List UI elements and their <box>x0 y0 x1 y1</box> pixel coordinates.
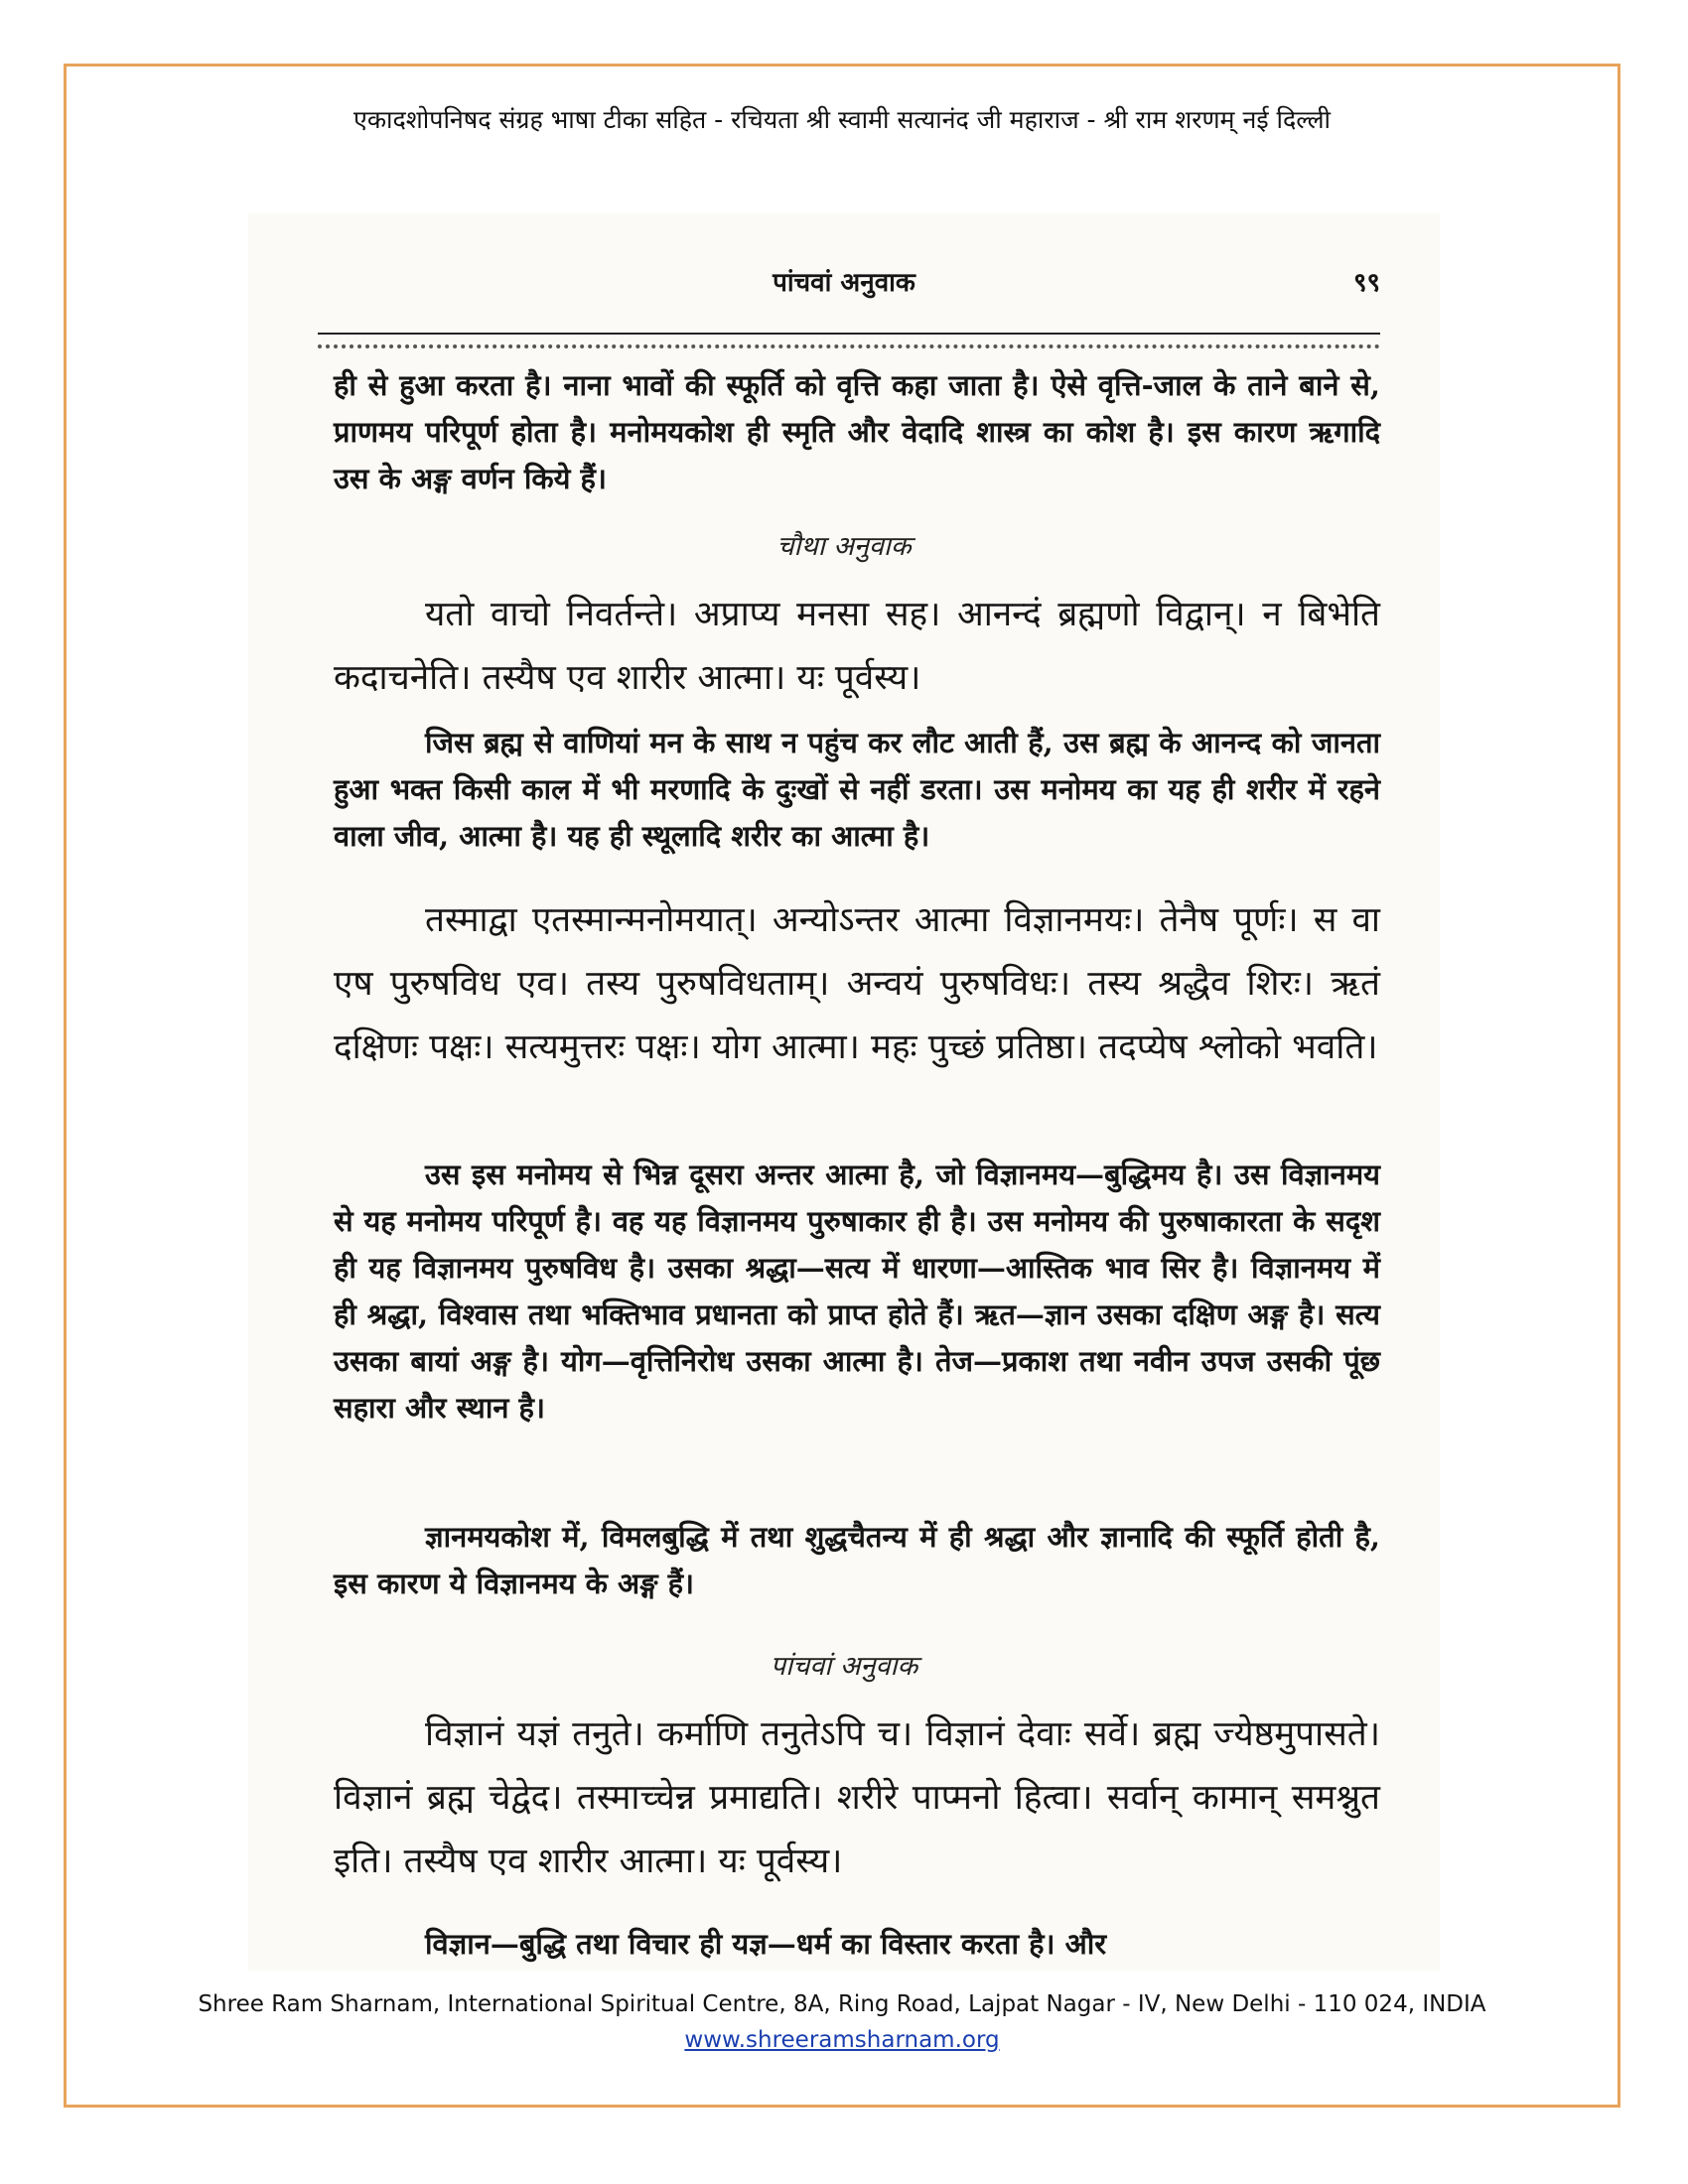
heading-fifth-anuvak: पांचवां अनुवाक <box>770 1651 918 1682</box>
pdf-footer-link-wrap <box>64 2024 1620 2056</box>
paragraph-jnanamaya: ज्ञानमयकोश में, विमलबुद्धि में तथा शुद्धचैतन्य में ही श्रद्धा और ज्ञानादि की स्फूर्ति होती है, इस कारण ये विज्ञानमय के अङ्ग हैं। <box>334 1520 1380 1600</box>
paragraph-vijnanamaya: उस इस मनोमय से भिन्न दूसरा अन्तर आत्मा है, जो विज्ञानमय—बुद्धिमय है। उस विज्ञानमय से यह मनोमय परिपूर्ण है। वह यह विज्ञानमय पुरुषाकार ही है। उस मनोमय की पुरुषाकारता के सदृश ही यह विज्ञानमय पुरुषविध है। उसका श्रद्धा—सत्य में धारणा—आस्तिक भाव सिर है। विज्ञानमय में ही श्रद्धा, विश्वास तथा भक्तिभाव प्रधानता को प्राप्त होते हैं। ऋत—ज्ञान उसका दक्षिण अङ्ग है। सत्य उसका बायां अङ्ग है। योग—वृत्तिनिरोध उसका आत्मा है। तेज—प्रकाश तथा नवीन उपज उसकी पूंछ सहारा और स्थान है। <box>334 1158 1380 1425</box>
verse-fifth-anuvak: विज्ञानं यज्ञं तनुते। कर्माणि तनुतेऽपि च। विज्ञानं देवाः सर्वे। ब्रह्म ज्येष्ठमुपासते। विज्ञानं ब्रह्म चेद्वेद। तस्माच्चेन्न प्रमाद्यति। शरीरे पाप्मनो हित्वा। सर्वान् कामान् समश्नुत इति। तस्यैष एव शारीर आत्मा। यः पूर्वस्य। <box>334 1714 1380 1881</box>
paragraph-fourth-anuvak: जिस ब्रह्म से वाणियां मन के साथ न पहुंच कर लौट आती हैं, उस ब्रह्म के आनन्द को जानता हुआ भक्त किसी काल में भी मरणादि के दुःखों से नहीं डरता। उस मनोमय का यह ही शरीर में रहने वाला जीव, आत्मा है। यह ही स्थूलादि शरीर का आत्मा है। <box>334 726 1380 853</box>
paragraph-fifth-anuvak: विज्ञान—बुद्धि तथा विचार ही यज्ञ—धर्म का विस्तार करता है। और <box>425 1927 1107 1961</box>
scanned-page <box>248 213 1440 1971</box>
running-title: पांचवां अनुवाक <box>773 268 915 298</box>
heading-fourth-anuvak: चौथा अनुवाक <box>776 531 912 562</box>
pdf-header: एकादशोपनिषद संग्रह भाषा टीका सहित - रचियता श्री स्वामी सत्यानंद जी महाराज - श्री राम शरणम् नई दिल्ली <box>353 105 1331 134</box>
page-number: ९९ <box>1352 268 1380 298</box>
paragraph-intro: ही से हुआ करता है। नाना भावों की स्फूर्ति को वृत्ति कहा जाता है। ऐसे वृत्ति-जाल के ताने बाने से, प्राणमय परिपूर्ण होता है। मनोमयकोश ही स्मृति और वेदादि शास्त्र का कोश है। इस कारण ऋगादि उस के अङ्ग वर्णन किये हैं। <box>334 368 1380 495</box>
website-link[interactable]: www.shreeramsharnam.org <box>684 2027 1000 2053</box>
pdf-footer-address: Shree Ram Sharnam, International Spiritual Centre, 8A, Ring Road, Lajpat Nagar - IV, New Delhi - 110 024, INDIA <box>198 1991 1486 2017</box>
header-rule <box>318 333 1380 348</box>
verse-fourth-anuvak: यतो वाचो निवर्तन्ते। अप्राप्य मनसा सह। आनन्दं ब्रह्मणो विद्वान्। न बिभेति कदाचनेति। तस्यैष एव शारीर आत्मा। यः पूर्वस्य। <box>334 595 1380 698</box>
scan-page-header <box>248 263 1440 303</box>
verse-fourth-anuvak-continued: तस्माद्वा एतस्मान्मनोमयात्। अन्योऽन्तर आत्मा विज्ञानमयः। तेनैष पूर्णः। स वा एष पुरुषविध एव। तस्य पुरुषविधताम्। अन्वयं पुरुषविधः। तस्य श्रद्धैव शिरः। ऋतं दक्षिणः पक्षः। सत्यमुत्तरः पक्षः। योग आत्मा। महः पुच्छं प्रतिष्ठा। तदप्येष श्लोको भवति। <box>334 900 1380 1067</box>
